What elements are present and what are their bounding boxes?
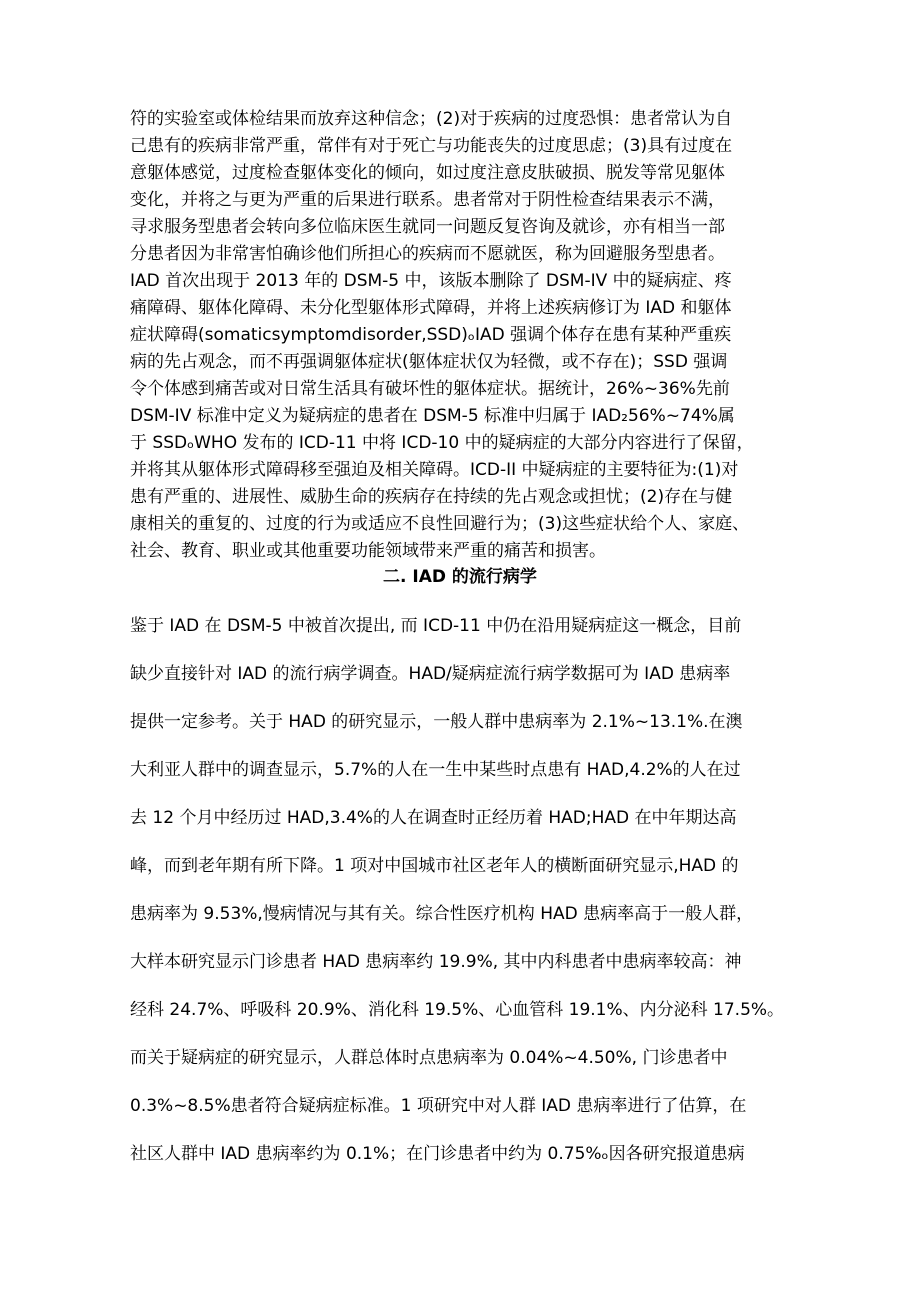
text-line: 痛障碍、躯体化障碍、未分化型躯体形式障碍，并将上述疾病修订为 IAD 和躯体 — [130, 298, 732, 318]
text-line: 经科 24.7%、呼吸科 20.9%、消化科 19.5%、心血管科 19.1%、内分泌科 17.5%。 — [130, 1000, 785, 1020]
text-line: 符的实验室或体检结果而放弃这种信念；(2)对于疾病的过度恐惧：患者常认为自 — [130, 109, 733, 129]
section-heading-epidemiology: 二. IAD 的流行病学 — [383, 567, 537, 587]
text-line: IAD 首次出现于 2013 年的 DSM-5 中，该版本删除了 DSM-IV 中的疑病症、疼 — [130, 271, 732, 291]
text-line: 而关于疑病症的研究显示，人群总体时点患病率为 0.04%~4.50%, 门诊患者中 — [130, 1048, 728, 1068]
text-line: 分患者因为非常害怕确诊他们所担心的疾病而不愿就医，称为回避服务型患者。 — [130, 244, 725, 264]
text-line: 患病率为 9.53%,慢病情况与其有关。综合性医疗机构 HAD 患病率高于一般人群， — [130, 904, 754, 924]
text-line: 患有严重的、进展性、威胁生命的疾病存在持续的先占观念或担忧；(2)存在与健 — [130, 487, 733, 507]
text-line: 缺少直接针对 IAD 的流行病学调查。HAD/疑病症流行病学数据可为 IAD 患病率 — [130, 664, 731, 684]
text-line: 己患有的疾病非常严重，常伴有对于死亡与功能丧失的过度思虑；(3)具有过度在 — [130, 136, 733, 156]
text-line: 病的先占观念，而不再强调躯体症状(躯体症状仅为轻微，或不存在)；SSD 强调 — [130, 352, 728, 372]
text-line: 鉴于 IAD 在 DSM-5 中被首次提出, 而 ICD-11 中仍在沿用疑病症这一概念，目前 — [130, 616, 742, 636]
text-line: 康相关的重复的、过度的行为或适应不良性回避行为；(3)这些症状给个人、家庭、 — [130, 514, 750, 534]
text-line: 大样本研究显示门诊患者 HAD 患病率约 19.9%, 其中内科患者中患病率较高：神 — [130, 952, 742, 972]
text-line: 社区人群中 IAD 患病率约为 0.1%；在门诊患者中约为 0.75%ₒ因各研究报道患病 — [130, 1144, 745, 1164]
text-line: 去 12 个月中经历过 HAD,3.4%的人在调查时正经历着 HAD;HAD 在中年期达高 — [130, 808, 737, 828]
text-line: 于 SSDₒWHO 发布的 ICD-11 中将 ICD-10 中的疑病症的大部分内容进行了保留， — [130, 433, 754, 453]
text-line: 变化，并将之与更为严重的后果进行联系。患者常对于阴性检查结果表示不满， — [130, 190, 725, 210]
text-line: 峰，而到老年期有所下降。1 项对中国城市社区老年人的横断面研究显示,HAD 的 — [130, 856, 739, 876]
text-line: 提供一定参考。关于 HAD 的研究显示，一般人群中患病率为 2.1%~13.1%.在澳 — [130, 712, 743, 732]
text-line: 社会、教育、职业或其他重要功能领域带来严重的痛苦和损害。 — [130, 541, 606, 561]
text-line: 并将其从躯体形式障碍移至强迫及相关障碍。ICD-II 中疑病症的主要特征为:(1)对 — [130, 460, 739, 480]
text-line: DSM-IV 标准中定义为疑病症的患者在 DSM-5 标准中归属于 IAD₂56%~74%属 — [130, 406, 735, 426]
text-line: 意躯体感觉，过度检查躯体变化的倾向，如过度注意皮肤破损、脱发等常见躯体 — [130, 163, 725, 183]
text-line: 寻求服务型患者会转向多位临床医生就同一问题反复咨询及就诊，亦有相当一部 — [130, 217, 725, 237]
text-line: 症状障碍(somaticsymptomdisorder,SSD)ₒIAD 强调个体存在患有某种严重疾 — [130, 325, 732, 345]
text-line: 大利亚人群中的调查显示，5.7%的人在一生中某些时点患有 HAD,4.2%的人在过 — [130, 760, 741, 780]
text-line: 令个体感到痛苦或对日常生活具有破坏性的躯体症状。据统计，26%~36%先前 — [130, 379, 730, 399]
text-line: 0.3%~8.5%患者符合疑病症标准。1 项研究中对人群 IAD 患病率进行了估算，在 — [130, 1096, 747, 1116]
